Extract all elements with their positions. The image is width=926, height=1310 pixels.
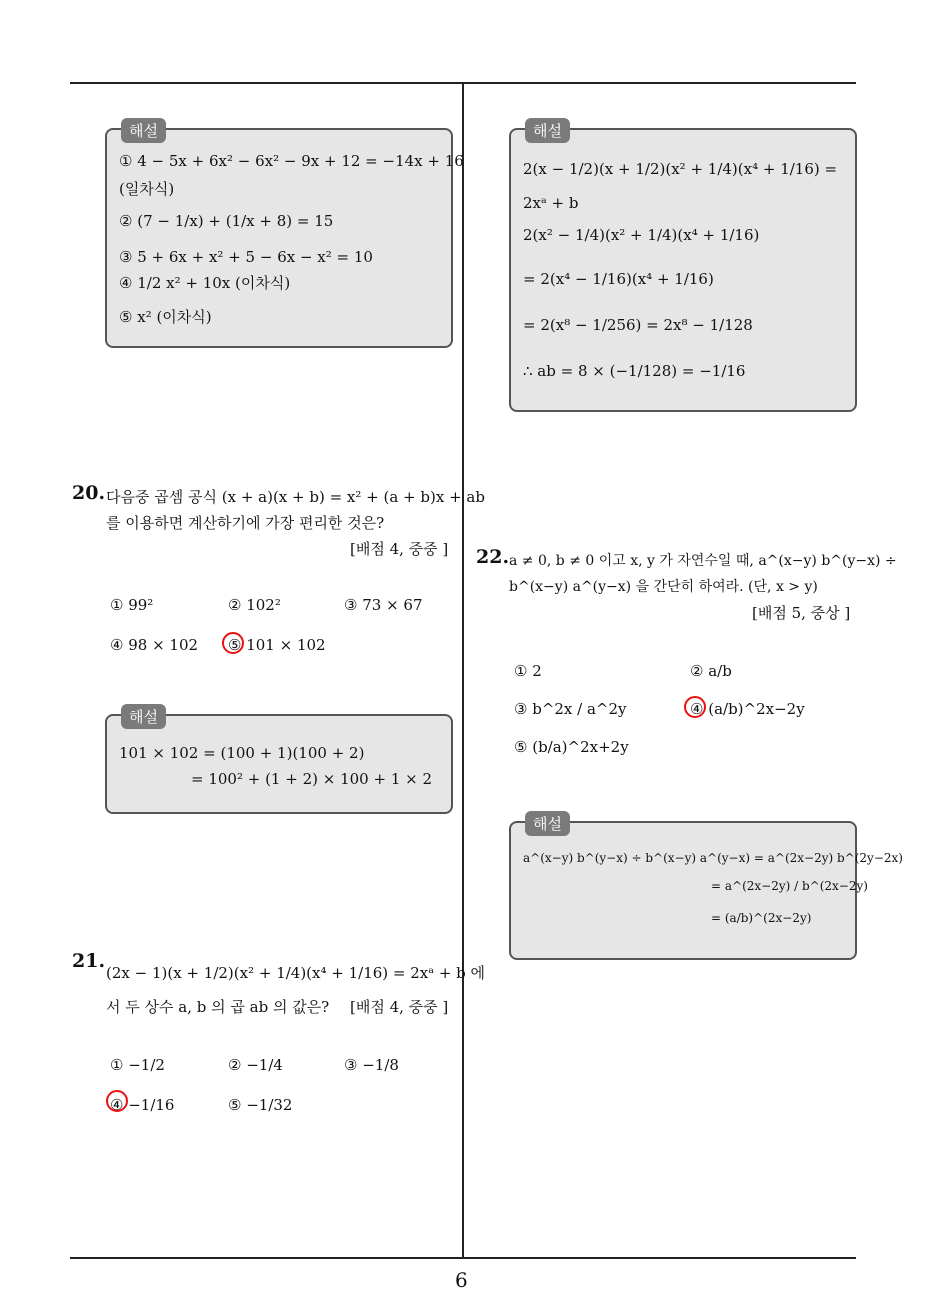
- option[interactable]: ④ 98 × 102: [110, 636, 199, 654]
- bottom-rule: [70, 1257, 856, 1259]
- option[interactable]: ② a/b: [690, 662, 732, 680]
- question-number: 22.: [476, 546, 510, 568]
- solution-box-3: [105, 708, 453, 814]
- solution-box-2: [509, 122, 857, 412]
- option[interactable]: ① 99²: [110, 596, 154, 614]
- question-text: 다음중 곱셈 공식 (x + a)(x + b) = x² + (a + b)x + ab: [106, 488, 485, 506]
- answer-circle: [106, 1090, 128, 1112]
- solution-line: ∴ ab = 8 × (−1/128) = −1/16: [523, 362, 746, 380]
- question-text: (2x − 1)(x + 1/2)(x² + 1/4)(x⁴ + 1/16) = 2xᵃ + b 에: [106, 964, 486, 982]
- option[interactable]: ④ −1/16: [110, 1096, 175, 1114]
- question-number: 20.: [72, 482, 106, 504]
- solution-box-1: [105, 122, 464, 348]
- option[interactable]: ③ 73 × 67: [344, 596, 423, 614]
- solution-line: ⑤ x² (이차식): [119, 308, 212, 326]
- question-text: b^(x−y) a^(y−x) 을 간단히 하여라. (단, x > y): [509, 579, 818, 595]
- solution-line: = 2(x⁴ − 1/16)(x⁴ + 1/16): [523, 270, 714, 288]
- solution-line: ④ 1/2 x² + 10x (이차식): [119, 274, 291, 292]
- option[interactable]: ② 102²: [228, 596, 281, 614]
- score-label: [배점 5, 중상 ]: [752, 604, 851, 622]
- solution-line: ② (7 − 1/x) + (1/x + 8) = 15: [119, 212, 334, 230]
- option[interactable]: ④ (a/b)^2x−2y: [690, 700, 805, 718]
- solution-line: a^(x−y) b^(y−x) ÷ b^(x−y) a^(y−x) = a^(2x−2y) b^(2y−2x): [523, 851, 903, 865]
- question-text: 서 두 상수 a, b 의 곱 ab 의 값은?: [106, 998, 330, 1016]
- option[interactable]: ⑤ 101 × 102: [228, 636, 326, 654]
- solution-line: = a^(2x−2y) / b^(2x−2y): [711, 879, 868, 893]
- solution-line: = 100² + (1 + 2) × 100 + 1 × 2: [191, 770, 433, 788]
- score-label: [배점 4, 중중 ]: [350, 998, 449, 1016]
- solution-line: ① 4 − 5x + 6x² − 6x² − 9x + 12 = −14x + 16: [119, 152, 464, 170]
- answer-circle: [684, 696, 706, 718]
- solution-line: 2(x − 1/2)(x + 1/2)(x² + 1/4)(x⁴ + 1/16) =: [523, 160, 838, 178]
- option[interactable]: ② −1/4: [228, 1056, 283, 1074]
- option[interactable]: ⑤ (b/a)^2x+2y: [514, 738, 629, 756]
- solution-line: 2xᵃ + b: [523, 194, 579, 212]
- question-text: a ≠ 0, b ≠ 0 이고 x, y 가 자연수일 때, a^(x−y) b^(y−x) ÷: [509, 553, 897, 569]
- solution-line: 2(x² − 1/4)(x² + 1/4)(x⁴ + 1/16): [523, 226, 760, 244]
- page-number: 6: [455, 1268, 468, 1292]
- answer-circle: [222, 632, 244, 654]
- solution-line: 101 × 102 = (100 + 1)(100 + 2): [119, 744, 365, 762]
- option[interactable]: ③ b^2x / a^2y: [514, 700, 627, 718]
- solution-box-4: [509, 815, 903, 960]
- solution-tag: 해설: [121, 704, 166, 729]
- solution-tag: 해설: [525, 118, 570, 143]
- solution-tag: 해설: [525, 811, 570, 836]
- score-label: [배점 4, 중중 ]: [350, 540, 449, 558]
- solution-line: (일차식): [119, 180, 175, 198]
- question-text: 를 이용하면 계산하기에 가장 편리한 것은?: [106, 514, 385, 532]
- column-divider: [462, 84, 464, 1257]
- question-number: 21.: [72, 950, 106, 972]
- solution-line: = (a/b)^(2x−2y): [711, 911, 812, 925]
- solution-line: ③ 5 + 6x + x² + 5 − 6x − x² = 10: [119, 248, 373, 266]
- option[interactable]: ① 2: [514, 662, 542, 680]
- option[interactable]: ① −1/2: [110, 1056, 165, 1074]
- option[interactable]: ③ −1/8: [344, 1056, 399, 1074]
- solution-tag: 해설: [121, 118, 166, 143]
- option[interactable]: ⑤ −1/32: [228, 1096, 293, 1114]
- solution-line: = 2(x⁸ − 1/256) = 2x⁸ − 1/128: [523, 316, 753, 334]
